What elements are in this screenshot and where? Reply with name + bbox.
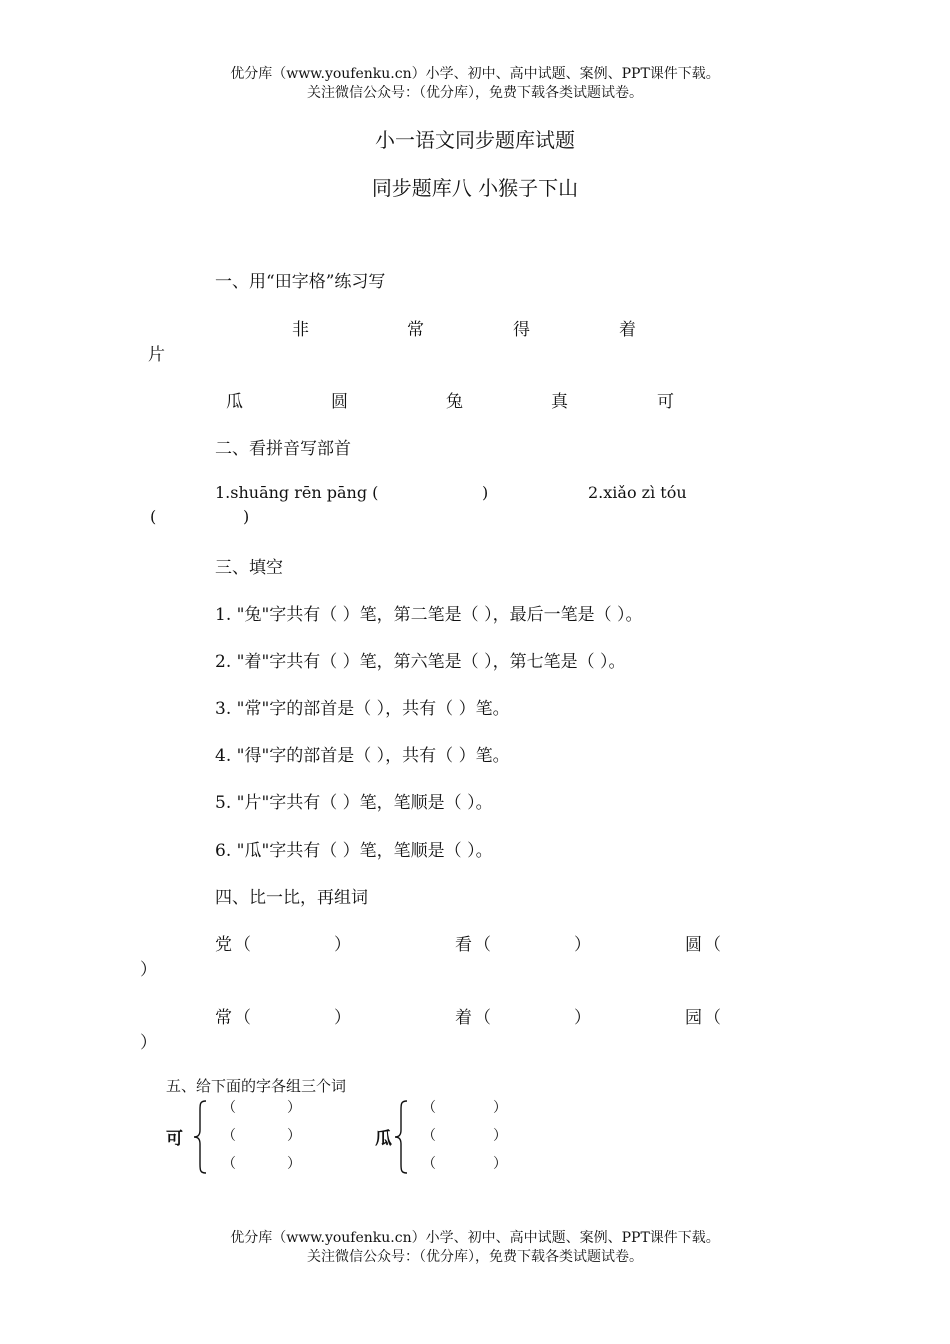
paren-close: ） bbox=[140, 960, 157, 980]
paren-open: （ bbox=[222, 1128, 236, 1144]
paren-open: （ bbox=[704, 935, 721, 955]
group-char-left: 可 bbox=[166, 1129, 183, 1149]
paren-open: （ bbox=[234, 935, 251, 955]
paren-open: （ bbox=[422, 1156, 436, 1172]
pinyin-item-2: 2.xiǎo zì tóu bbox=[588, 483, 687, 502]
practice-char: 非 bbox=[292, 320, 309, 340]
practice-char: 片 bbox=[148, 345, 165, 365]
header-line-2: 关注微信公众号：（优分库），免费下载各类试题试卷。 bbox=[307, 85, 643, 101]
section5-heading: 五、给下面的字各组三个词 bbox=[166, 1077, 347, 1095]
left-brace-icon bbox=[192, 1100, 208, 1174]
fill-blank-item: 5. "片"字共有（ ）笔，笔顺是（ ）。 bbox=[215, 793, 493, 813]
right-brace-icon bbox=[393, 1100, 409, 1174]
paren-close: ） bbox=[140, 1033, 157, 1053]
practice-char: 得 bbox=[513, 320, 530, 340]
practice-char: 可 bbox=[657, 392, 674, 412]
page-title: 小一语文同步题库试题 bbox=[375, 128, 575, 152]
fill-blank-item: 6. "瓜"字共有（ ）笔，笔顺是（ ）。 bbox=[215, 841, 493, 861]
fill-blank-item: 1. "兔"字共有（ ）笔，第二笔是（ ），最后一笔是（ ）。 bbox=[215, 605, 643, 625]
paren-open: （ bbox=[422, 1128, 436, 1144]
paren-open: （ bbox=[704, 1008, 721, 1028]
footer-line-1: 优分库（www.youfenku.cn）小学、初中、高中试题、案例、PPT课件下载。 bbox=[230, 1230, 720, 1246]
pinyin-item-1-close: ) bbox=[482, 483, 489, 502]
practice-char: 常 bbox=[407, 320, 424, 340]
paren-close: ） bbox=[493, 1128, 507, 1144]
fill-blank-item: 2. "着"字共有（ ）笔，第六笔是（ ），第七笔是（ ）。 bbox=[215, 652, 626, 672]
group-char-right: 瓜 bbox=[375, 1129, 392, 1149]
section3-heading: 三、填空 bbox=[215, 558, 283, 578]
compare-char: 着 bbox=[455, 1008, 472, 1028]
compare-char: 常 bbox=[215, 1008, 232, 1028]
paren-open: （ bbox=[222, 1156, 236, 1172]
practice-char: 真 bbox=[551, 392, 568, 412]
practice-char: 瓜 bbox=[226, 392, 243, 412]
practice-char: 着 bbox=[619, 320, 636, 340]
section4-heading: 四、比一比，再组词 bbox=[215, 888, 368, 908]
paren-open: （ bbox=[222, 1100, 236, 1116]
paren-close: ） bbox=[574, 935, 591, 955]
fill-blank-item: 3. "常"字的部首是（ ），共有（ ）笔。 bbox=[215, 699, 510, 719]
paren-close: ） bbox=[287, 1128, 301, 1144]
paren-open: （ bbox=[474, 935, 491, 955]
footer-line-2: 关注微信公众号：（优分库），免费下载各类试题试卷。 bbox=[307, 1249, 643, 1265]
paren-close: ） bbox=[334, 935, 351, 955]
paren-close: ） bbox=[493, 1156, 507, 1172]
practice-char: 兔 bbox=[446, 392, 463, 412]
paren-close: ） bbox=[574, 1008, 591, 1028]
paren-close: ） bbox=[334, 1008, 351, 1028]
paren-close: ） bbox=[493, 1100, 507, 1116]
section1-heading: 一、用“田字格”练习写 bbox=[215, 272, 386, 292]
compare-char: 看 bbox=[455, 935, 472, 955]
page-subtitle: 同步题库八 小猴子下山 bbox=[371, 176, 579, 200]
paren-open: （ bbox=[474, 1008, 491, 1028]
section2-heading: 二、看拼音写部首 bbox=[215, 439, 351, 459]
practice-char: 圆 bbox=[331, 392, 348, 412]
pinyin-item-2-open: ( bbox=[150, 507, 157, 526]
compare-char: 园 bbox=[685, 1008, 702, 1028]
paren-open: （ bbox=[422, 1100, 436, 1116]
paren-close: ） bbox=[287, 1100, 301, 1116]
paren-open: （ bbox=[234, 1008, 251, 1028]
fill-blank-item: 4. "得"字的部首是（ ），共有（ ）笔。 bbox=[215, 746, 510, 766]
header-line-1: 优分库（www.youfenku.cn）小学、初中、高中试题、案例、PPT课件下载。 bbox=[230, 66, 720, 82]
pinyin-item-2-close: ) bbox=[243, 507, 250, 526]
pinyin-item-1: 1.shuāng rēn pāng ( bbox=[215, 483, 379, 502]
paren-close: ） bbox=[287, 1156, 301, 1172]
compare-char: 党 bbox=[215, 935, 232, 955]
compare-char: 圆 bbox=[685, 935, 702, 955]
